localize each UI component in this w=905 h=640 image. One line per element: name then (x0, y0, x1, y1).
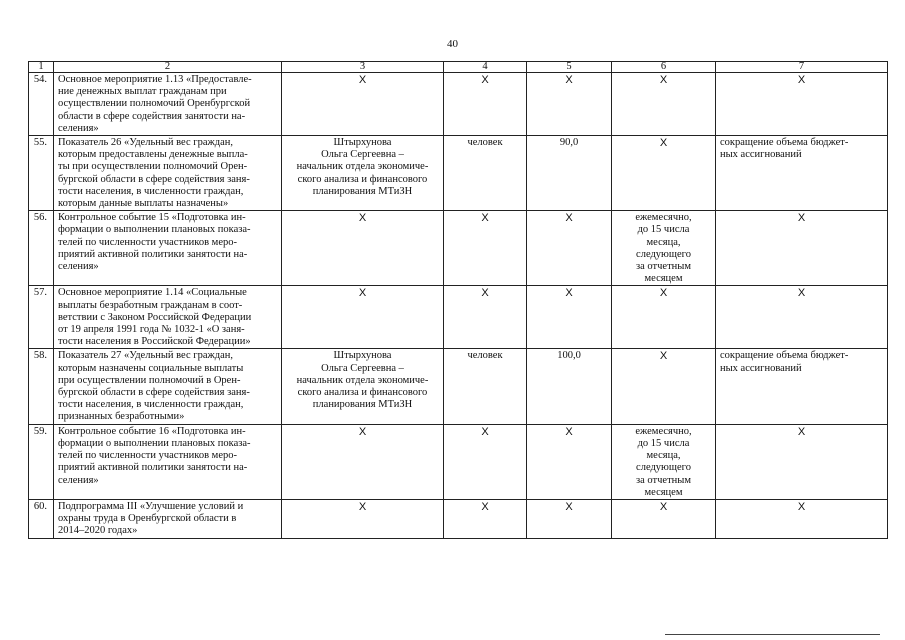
unit-cell (444, 73, 527, 136)
measure-name-cell (54, 424, 282, 499)
c2-line: ты при осуществлении полномочий Орен- (58, 161, 248, 173)
footer-rule (665, 634, 880, 635)
row-number: 55. (29, 136, 54, 211)
c3-line: Штырхунова (333, 350, 392, 362)
deadline-cell (612, 73, 716, 136)
c5-value: X (565, 287, 573, 300)
consequence-cell (716, 136, 888, 211)
c3-line: Ольга Сергеевна – (321, 149, 404, 161)
c6-line: X (659, 74, 668, 86)
c7-line: ных ассигнований (720, 362, 802, 374)
c6-line: X (659, 287, 668, 300)
c2-line: приятий активной политики занятости на- (58, 248, 248, 260)
column-header: 6 (612, 62, 716, 73)
c7-line: X (797, 74, 806, 86)
c2-line: Показатель 26 «Удельный вес граждан, (58, 137, 233, 149)
c2-line: от 19 апреля 1991 года № 1032-1 «О заня- (58, 324, 245, 336)
unit-cell (444, 211, 527, 286)
consequence-cell (716, 211, 888, 286)
c2-line: при осуществлении полномочий в Орен- (58, 374, 241, 386)
table-row (29, 73, 888, 136)
measure-name-cell (54, 136, 282, 211)
column-header: 5 (527, 62, 612, 73)
c5-value: X (565, 74, 573, 86)
responsible-cell (282, 211, 444, 286)
c2-line: осуществлении полномочий Оренбургской (58, 98, 251, 110)
c3-line: ского анализа и финансового (297, 173, 428, 185)
c6-line: следующего (636, 462, 691, 474)
c6-line: за отчетным (636, 474, 691, 486)
table-header-row (29, 62, 888, 73)
responsible-cell (282, 424, 444, 499)
c3-line: планирования МТиЗН (312, 185, 413, 197)
c2-line: признанных безработными» (58, 411, 185, 423)
table-body (29, 73, 888, 539)
c2-line: формации о выполнении плановых показа- (58, 437, 251, 449)
row-number: 57. (29, 286, 54, 349)
page-number: 40 (447, 38, 458, 50)
value-cell (527, 424, 612, 499)
c2-line: тости населения, в численности граждан, (58, 399, 244, 411)
row-number: 58. (29, 349, 54, 424)
c6-line: следующего (636, 248, 691, 260)
deadline-cell (612, 136, 716, 211)
c2-line: телей по численности участников меро- (58, 450, 237, 462)
row-number: 54. (29, 73, 54, 136)
value-cell (527, 73, 612, 136)
c6-line: до 15 числа (637, 224, 690, 236)
table-row (29, 286, 888, 349)
c2-line: тости населения в Российской Федерации» (58, 336, 251, 348)
c3-line: начальник отдела экономиче- (296, 374, 429, 386)
consequence-cell (716, 349, 888, 424)
c4-value: X (481, 74, 489, 86)
c3-line: планирования МТиЗН (312, 399, 413, 411)
c7-line: ных ассигнований (720, 149, 802, 161)
c4-value: человек (467, 350, 503, 362)
table-row (29, 499, 888, 538)
c2-line: Контрольное событие 15 «Подготовка ин- (58, 212, 246, 224)
table-row (29, 424, 888, 499)
consequence-cell (716, 73, 888, 136)
responsible-cell (282, 73, 444, 136)
c6-line: ежемесячно, (635, 425, 692, 437)
deadline-cell (612, 286, 716, 349)
column-header: 2 (54, 62, 282, 73)
value-cell (527, 211, 612, 286)
c5-value: 90,0 (559, 137, 579, 149)
measures-table (28, 61, 888, 539)
c2-line: формации о выполнении плановых показа- (58, 224, 251, 236)
table-row (29, 349, 888, 424)
c2-line: которым назначены социальные выплаты (58, 362, 244, 374)
c6-line: месяцем (644, 486, 683, 498)
unit-cell (444, 349, 527, 424)
c3-line: X (358, 500, 367, 513)
c5-value: X (565, 425, 573, 438)
c3-line: ского анализа и финансового (297, 387, 428, 399)
c2-line: бургской области в сфере содействия заня- (58, 173, 250, 185)
deadline-cell (612, 211, 716, 286)
c5-value: X (565, 212, 573, 225)
c6-line: за отчетным (636, 261, 691, 273)
value-cell (527, 499, 612, 538)
c2-line: которым данные выплаты назначены» (58, 198, 229, 210)
deadline-cell (612, 349, 716, 424)
c3-line: Ольга Сергеевна – (321, 362, 404, 374)
c5-value: 100,0 (557, 350, 581, 362)
c2-line: ние денежных выплат гражданам при (58, 86, 227, 98)
c2-line: Контрольное событие 16 «Подготовка ин- (58, 425, 246, 437)
consequence-cell (716, 499, 888, 538)
c2-line: телей по численности участников меро- (58, 236, 237, 248)
c3-line: Штырхунова (333, 137, 392, 149)
column-header: 4 (444, 62, 527, 73)
c3-line: X (358, 425, 367, 438)
c5-value: X (565, 500, 573, 513)
c7-line: X (797, 425, 806, 438)
c2-line: селения» (58, 122, 99, 134)
c3-line: X (358, 212, 367, 225)
column-header: 1 (29, 62, 54, 73)
measure-name-cell (54, 211, 282, 286)
c3-line: X (358, 74, 367, 86)
c2-line: Основное мероприятие 1.14 «Социальные (58, 287, 247, 299)
measure-name-cell (54, 73, 282, 136)
c7-line: сокращение объема бюджет- (720, 137, 849, 149)
c4-value: X (481, 500, 489, 513)
c4-value: X (481, 287, 489, 300)
c4-value: X (481, 212, 489, 225)
c2-line: Подпрограмма III «Улучшение условий и (58, 500, 244, 512)
row-number: 56. (29, 211, 54, 286)
c2-line: 2014–2020 годах» (58, 525, 138, 537)
measure-name-cell (54, 286, 282, 349)
consequence-cell (716, 424, 888, 499)
c7-line: X (797, 287, 806, 300)
table-row (29, 136, 888, 211)
c2-line: которым предоставлены денежные выпла- (58, 149, 248, 161)
c6-line: месяца, (646, 236, 681, 248)
column-header: 7 (716, 62, 888, 73)
c2-line: Основное мероприятие 1.13 «Предоставле- (58, 74, 252, 85)
c7-line: сокращение объема бюджет- (720, 350, 849, 362)
c6-line: X (659, 350, 668, 363)
c2-line: селения» (58, 261, 99, 273)
c4-value: X (481, 425, 489, 438)
c3-line: начальник отдела экономиче- (296, 161, 429, 173)
row-number: 60. (29, 499, 54, 538)
deadline-cell (612, 499, 716, 538)
c3-line: X (358, 287, 367, 300)
row-number: 59. (29, 424, 54, 499)
unit-cell (444, 424, 527, 499)
c2-line: Показатель 27 «Удельный вес граждан, (58, 350, 233, 362)
responsible-cell (282, 499, 444, 538)
c6-line: ежемесячно, (635, 212, 692, 224)
unit-cell (444, 286, 527, 349)
c6-line: X (659, 500, 668, 513)
column-header: 3 (282, 62, 444, 73)
value-cell (527, 349, 612, 424)
consequence-cell (716, 286, 888, 349)
value-cell (527, 286, 612, 349)
c2-line: приятий активной политики занятости на- (58, 462, 248, 474)
c2-line: бургской области в сфере содействия заня- (58, 387, 250, 399)
c7-line: X (797, 500, 806, 513)
c2-line: ветствии с Законом Российской Федерации (58, 311, 252, 323)
c7-line: X (797, 212, 806, 225)
responsible-cell (282, 349, 444, 424)
unit-cell (444, 499, 527, 538)
c2-line: охраны труда в Оренбургской области в (58, 513, 237, 525)
c2-line: тости населения, в численности граждан, (58, 185, 244, 197)
measure-name-cell (54, 349, 282, 424)
table-row (29, 211, 888, 286)
c6-line: месяца, (646, 450, 681, 462)
c2-line: селения» (58, 474, 99, 486)
c6-line: до 15 числа (637, 437, 690, 449)
responsible-cell (282, 286, 444, 349)
responsible-cell (282, 136, 444, 211)
c4-value: человек (467, 137, 503, 149)
deadline-cell (612, 424, 716, 499)
measure-name-cell (54, 499, 282, 538)
value-cell (527, 136, 612, 211)
unit-cell (444, 136, 527, 211)
c6-line: месяцем (644, 273, 683, 285)
c2-line: выплаты безработным гражданам в соот- (58, 299, 243, 311)
c6-line: X (659, 137, 668, 150)
c2-line: области в сфере содействия занятости на- (58, 110, 246, 122)
